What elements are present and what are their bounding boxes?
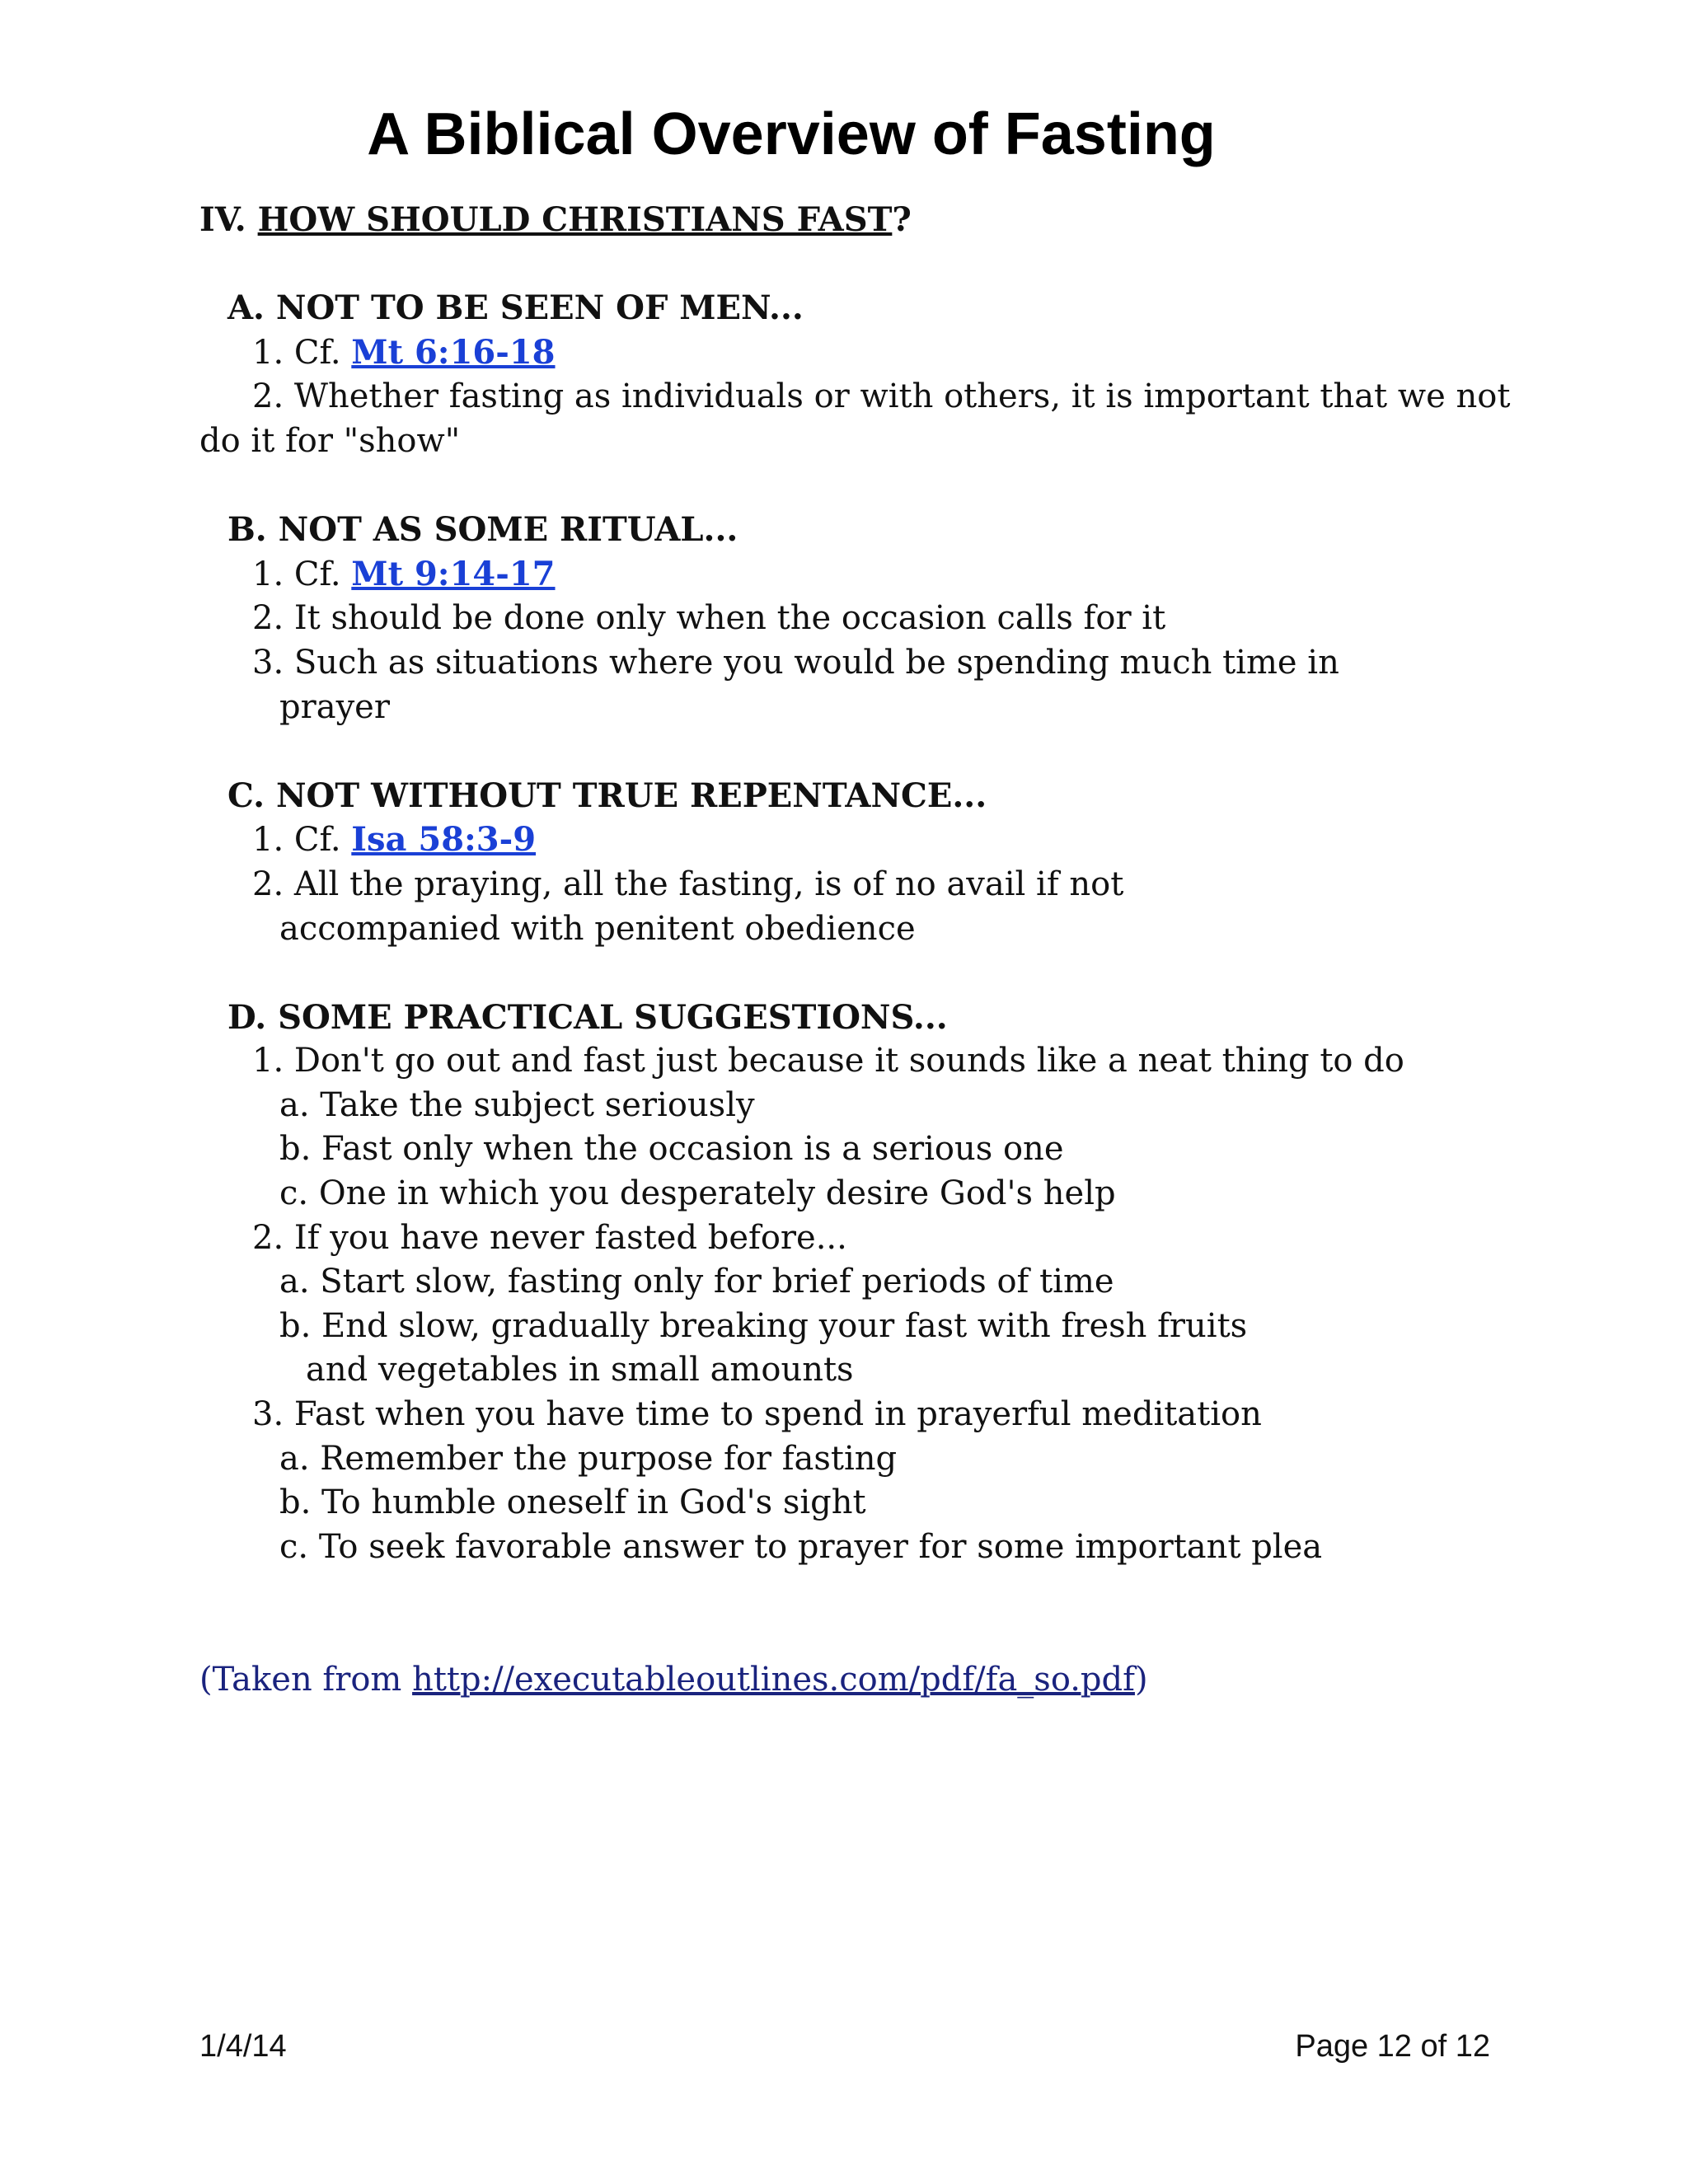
spacer bbox=[199, 242, 1485, 287]
section-punct: ? bbox=[892, 200, 912, 239]
footer-date: 1/4/14 bbox=[199, 2029, 287, 2064]
list-item-continuation: prayer bbox=[279, 687, 390, 726]
sub-list-item: c. One in which you desperately desire God's help bbox=[279, 1174, 1116, 1213]
subsection-heading-b: B. NOT AS SOME RITUAL... bbox=[227, 510, 738, 550]
sub-list-item: a. Take the subject seriously bbox=[279, 1085, 755, 1124]
list-item: 2. All the praying, all the fasting, is of no avail if not bbox=[252, 865, 1124, 903]
subsection-heading-c: C. NOT WITHOUT TRUE REPENTANCE... bbox=[227, 776, 987, 815]
source-link[interactable]: http://executableoutlines.com/pdf/fa_so.pdf bbox=[412, 1660, 1135, 1699]
list-item: 2. If you have never fasted before... bbox=[252, 1218, 847, 1257]
spacer bbox=[199, 1569, 1485, 1614]
section-heading bbox=[199, 198, 1485, 242]
list-item: 1. Cf. Mt 9:14-17 bbox=[252, 554, 556, 593]
page-title: A Biblical Overview of Fasting bbox=[367, 101, 1216, 167]
sub-list-item: b. To humble oneself in God's sight bbox=[279, 1483, 866, 1522]
sub-list-item: b. Fast only when the occasion is a serious one bbox=[279, 1130, 1064, 1169]
sub-list-item: b. End slow, gradually breaking your fast with fresh fruits bbox=[279, 1306, 1248, 1345]
list-item: 1. Don't go out and fast just because it sounds like a neat thing to do bbox=[252, 1042, 1404, 1080]
scripture-link[interactable]: Mt 9:14-17 bbox=[351, 554, 556, 593]
spacer bbox=[199, 464, 1485, 509]
subsection-heading-d: D. SOME PRACTICAL SUGGESTIONS... bbox=[227, 997, 948, 1037]
source-citation: (Taken from http://executableoutlines.com/pdf/fa_so.pdf) bbox=[199, 1660, 1148, 1699]
spacer bbox=[199, 729, 1485, 774]
document-body bbox=[199, 198, 1511, 1702]
list-item: 1. Cf. Mt 6:16-18 bbox=[252, 332, 556, 372]
sub-list-item: a. Start slow, fasting only for brief periods of time bbox=[279, 1263, 1114, 1301]
list-item: 3. Such as situations where you would be spending much time in bbox=[252, 643, 1339, 682]
section-title: HOW SHOULD CHRISTIANS FAST bbox=[257, 200, 893, 239]
sub-list-item: a. Remember the purpose for fasting bbox=[279, 1439, 898, 1478]
sub-list-item: c. To seek favorable answer to prayer for some important plea bbox=[279, 1527, 1323, 1566]
list-item: 2. Whether fasting as individuals or with others, it is important that we not bbox=[252, 377, 1511, 416]
spacer bbox=[199, 951, 1485, 996]
list-item-continuation: do it for "show" bbox=[199, 421, 461, 460]
scripture-link[interactable]: Isa 58:3-9 bbox=[351, 820, 537, 860]
page-number: Page 12 of 12 bbox=[1295, 2029, 1490, 2064]
section-number: IV. bbox=[199, 200, 246, 239]
spacer bbox=[199, 1614, 1485, 1658]
list-item: 1. Cf. Isa 58:3-9 bbox=[252, 820, 537, 860]
scripture-link[interactable]: Mt 6:16-18 bbox=[351, 332, 556, 372]
list-item: 3. Fast when you have time to spend in prayerful meditation bbox=[252, 1395, 1262, 1434]
list-item: 2. It should be done only when the occasion calls for it bbox=[252, 599, 1166, 638]
sub-list-item-continuation: and vegetables in small amounts bbox=[306, 1351, 854, 1390]
list-item-continuation: accompanied with penitent obedience bbox=[279, 909, 916, 948]
subsection-heading-a: A. NOT TO BE SEEN OF MEN... bbox=[227, 288, 804, 328]
